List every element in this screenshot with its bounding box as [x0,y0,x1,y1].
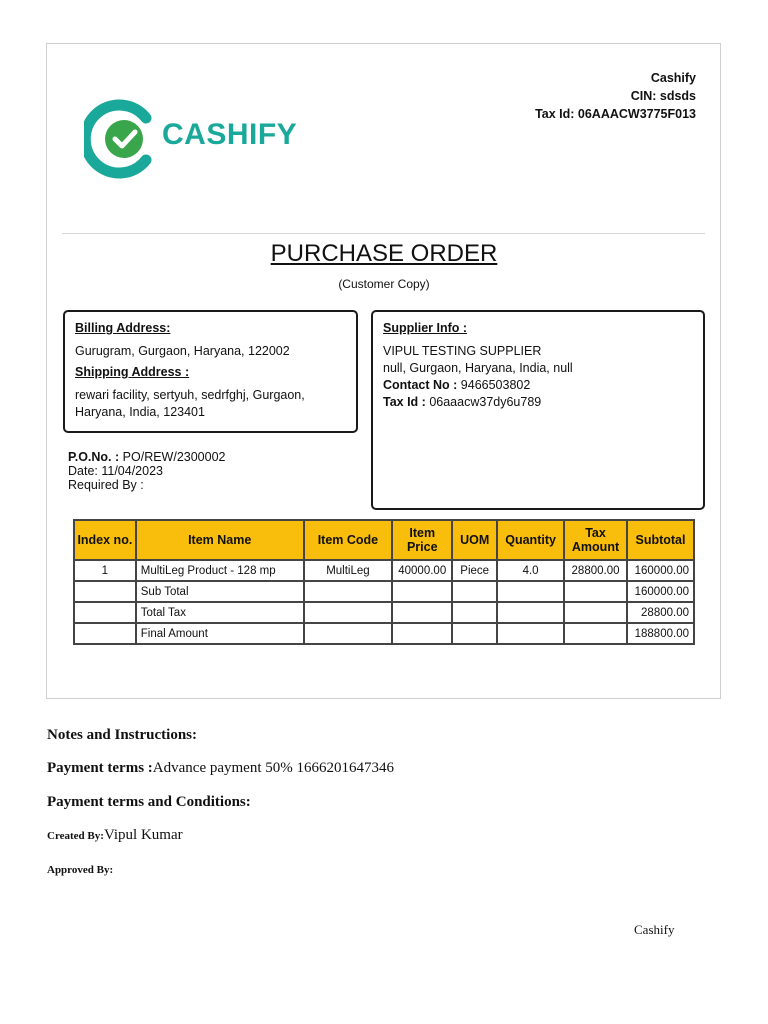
summary-row-final-amount [74,623,694,644]
table-cell: 40000.00 [392,560,452,581]
summary-value: 188800.00 [627,623,694,644]
po-number-label: P.O.No. : [68,450,120,464]
created-by-label: Created By: [47,830,104,842]
shipping-address: rewari facility, sertyuh, sedrfghj, Gurgaon, Haryana, India, 123401 [75,388,305,419]
created-by-value: Vipul Kumar [103,827,183,843]
po-required-by: Required By : [68,478,144,492]
table-header-row [74,520,694,560]
cashify-logo [84,96,324,182]
supplier-address: null, Gurgaon, Haryana, India, null [383,361,573,375]
supplier-box [371,310,705,510]
logo-wordmark: CASHIFY [162,118,298,151]
company-cin: CIN: sdsds [630,89,696,103]
billing-box [63,310,358,433]
table-cell: MultiLeg Product - 128 mp [136,560,304,581]
company-name: Cashify [650,71,696,85]
table-cell: Piece [452,560,497,581]
po-number [68,450,226,464]
payment-terms [47,760,394,777]
footer-company: Cashify [634,922,675,937]
cashify-logo-icon [84,96,164,182]
tax-value: 06aaacw37dy6u789 [429,395,542,409]
summary-label: Final Amount [136,623,304,644]
table-cell: 28800.00 [564,560,627,581]
contact-value: 9466503802 [460,378,531,392]
po-number-value: PO/REW/2300002 [122,450,226,464]
column-header: Quantity [497,520,564,560]
created-by [47,827,183,844]
summary-label: Sub Total [136,581,304,602]
conditions-heading: Payment terms and Conditions: [47,794,251,810]
column-header: Item Price [392,520,452,560]
company-header [535,69,696,123]
po-date: Date: 11/04/2023 [68,464,163,478]
summary-label: Total Tax [136,602,304,623]
company-tax-id: Tax Id: 06AAACW3775F013 [535,107,696,121]
approved-by-label: Approved By: [47,864,114,876]
supplier-tax [383,394,693,411]
table-row [74,560,694,581]
table-cell: 160000.00 [627,560,694,581]
page-title: PURCHASE ORDER [270,240,498,267]
po-info [68,450,226,492]
header-divider [62,233,705,234]
column-header: Subtotal [627,520,694,560]
payment-terms-label: Payment terms : [47,760,153,776]
column-header: Item Name [136,520,304,560]
column-header: UOM [452,520,497,560]
shipping-address-label: Shipping Address : [75,365,190,379]
table-cell: 1 [74,560,136,581]
tax-label: Tax Id : [383,395,426,409]
summary-row-total-tax [74,602,694,623]
billing-address: Gurugram, Gurgaon, Haryana, 122002 [75,344,290,358]
summary-value: 28800.00 [627,602,694,623]
supplier-contact [383,377,693,394]
table-cell: MultiLeg [304,560,393,581]
column-header: Tax Amount [564,520,627,560]
notes-heading: Notes and Instructions: [47,727,198,743]
summary-row-subtotal [74,581,694,602]
items-table [73,519,695,645]
page-subtitle: (Customer Copy) [338,277,430,291]
supplier-name: VIPUL TESTING SUPPLIER [383,344,542,358]
summary-value: 160000.00 [627,581,694,602]
table-cell: 4.0 [497,560,564,581]
column-header: Index no. [74,520,136,560]
supplier-info-label: Supplier Info : [383,321,468,335]
billing-address-label: Billing Address: [75,321,171,335]
contact-label: Contact No : [383,378,458,392]
column-header: Item Code [304,520,393,560]
payment-terms-value: Advance payment 50% 1666201647346 [152,760,394,776]
